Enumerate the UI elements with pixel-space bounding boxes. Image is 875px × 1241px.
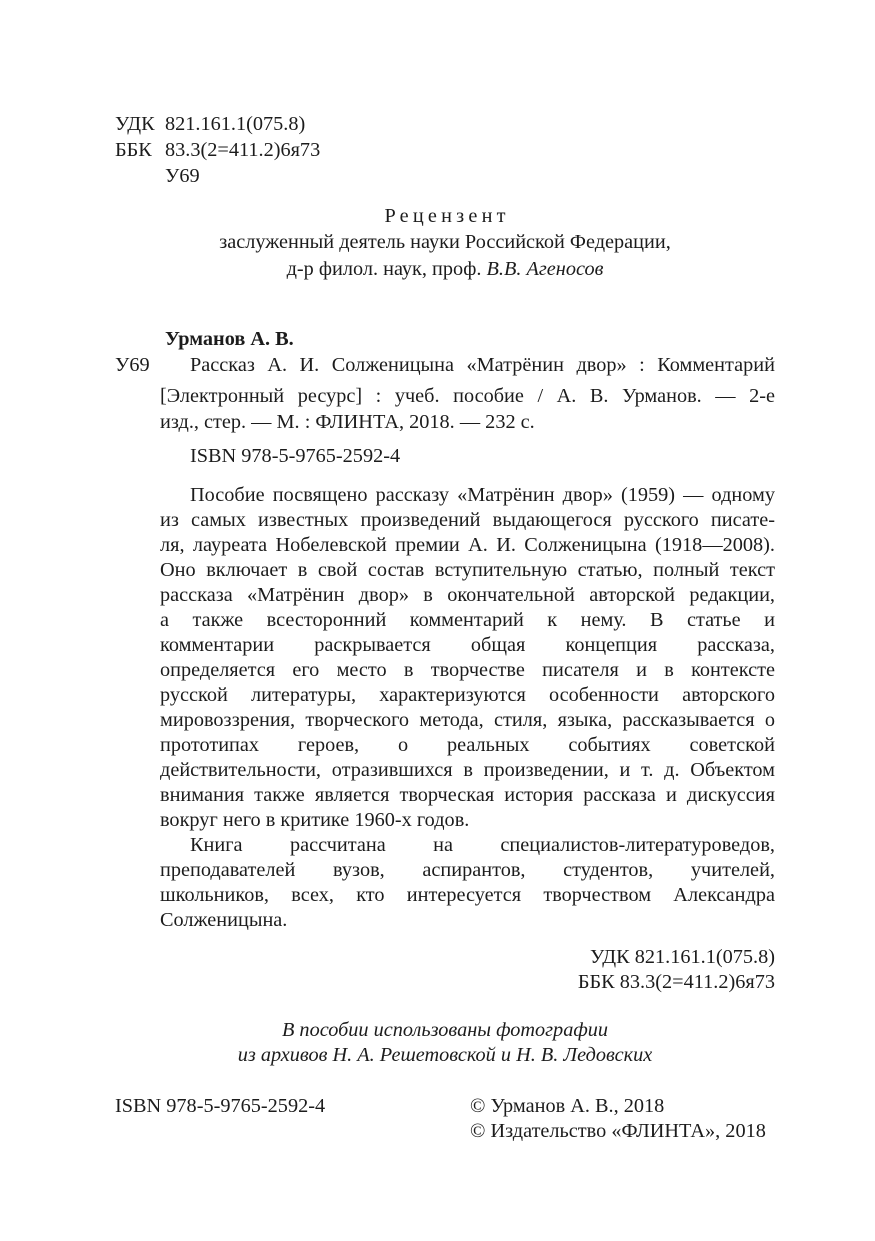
copyright-author: © Урманов А. В., 2018 (470, 1095, 665, 1117)
bbk-label: ББК (115, 139, 152, 161)
annotation-line: школьников, всех, кто интересуется творчеством Александра (160, 884, 775, 906)
bbk-value: 83.3(2=411.2)6я73 (165, 139, 321, 161)
annotation-line: действительности, отразившихся в произведении, и т. д. Объектом (160, 759, 775, 781)
photo-credit-line: В пособии использованы фотографии (281, 1019, 609, 1041)
catalog-line: [Электронный ресурс] : учеб. пособие / А. В. Урманов. — 2-е (160, 385, 775, 407)
author-sign: У69 (165, 165, 200, 187)
copyright-publisher: © Издательство «ФЛИНТА», 2018 (470, 1120, 766, 1142)
annotation-line: Солженицына. (160, 909, 288, 931)
catalog-isbn: ISBN 978-5-9765-2592-4 (190, 445, 401, 467)
catalog-line: изд., стер. — М. : ФЛИНТА, 2018. — 232 с. (160, 411, 535, 433)
catalog-line: Рассказ А. И. Солженицына «Матрёнин двор» : Комментарий (190, 354, 775, 376)
annotation-line: определяется его место в творчестве писателя и в контексте (160, 659, 775, 681)
annotation-line: Книга рассчитана на специалистов-литературоведов, (190, 834, 775, 856)
annotation-line: вокруг него в критике 1960-х годов. (160, 809, 470, 831)
udk-label: УДК (115, 113, 155, 135)
imprint-isbn: ISBN 978-5-9765-2592-4 (115, 1095, 326, 1117)
annotation-line: русской литературы, характеризуются особенности авторского (160, 684, 775, 706)
annotation-line: ля, лауреата Нобелевской премии А. И. Солженицына (1918—2008). (160, 534, 775, 556)
photo-credit-line: из архивов Н. А. Решетовской и Н. В. Ледовских (237, 1044, 653, 1066)
reviewer-name: В.В. Агеносов (486, 258, 604, 280)
annotation-line: мировоззрения, творческого метода, стиля, языка, рассказывается о (160, 709, 775, 731)
annotation-line: Пособие посвящено рассказу «Матрёнин двор» (1959) — одному (190, 484, 775, 506)
reviewer-title: заслуженный деятель науки Российской Федерации, (219, 231, 671, 253)
reviewer-heading: Рецензент (384, 205, 510, 227)
annotation (160, 483, 775, 933)
footer-udk: УДК 821.161.1(075.8) (589, 946, 775, 968)
catalog-sign: У69 (115, 354, 150, 376)
annotation-line: Оно включает в свой состав вступительную статью, полный текст (160, 559, 775, 581)
annotation-line: из самых известных произведений выдающегося русского писате- (160, 509, 775, 531)
annotation-line: преподавателей вузов, аспирантов, студентов, учителей, (160, 859, 775, 881)
annotation-line: внимания также является творческая история рассказа и дискуссия (160, 784, 775, 806)
reviewer-degree-row (115, 257, 775, 282)
annotation-line: а также всесторонний комментарий к нему. В статье и (160, 609, 775, 631)
reviewer-heading-row (115, 204, 775, 229)
udk-value: 821.161.1(075.8) (165, 113, 306, 135)
annotation-line: рассказа «Матрёнин двор» в окончательной авторской редакции, (160, 584, 775, 606)
catalog-author: Урманов А. В. (165, 328, 294, 350)
annotation-line: комментарии раскрывается общая концепция рассказа, (160, 634, 775, 656)
annotation-line: прототипах героев, о реальных событиях советской (160, 734, 775, 756)
reviewer-degree: д-р филол. наук, проф. (286, 258, 482, 280)
footer-bbk: ББК 83.3(2=411.2)6я73 (577, 971, 775, 993)
